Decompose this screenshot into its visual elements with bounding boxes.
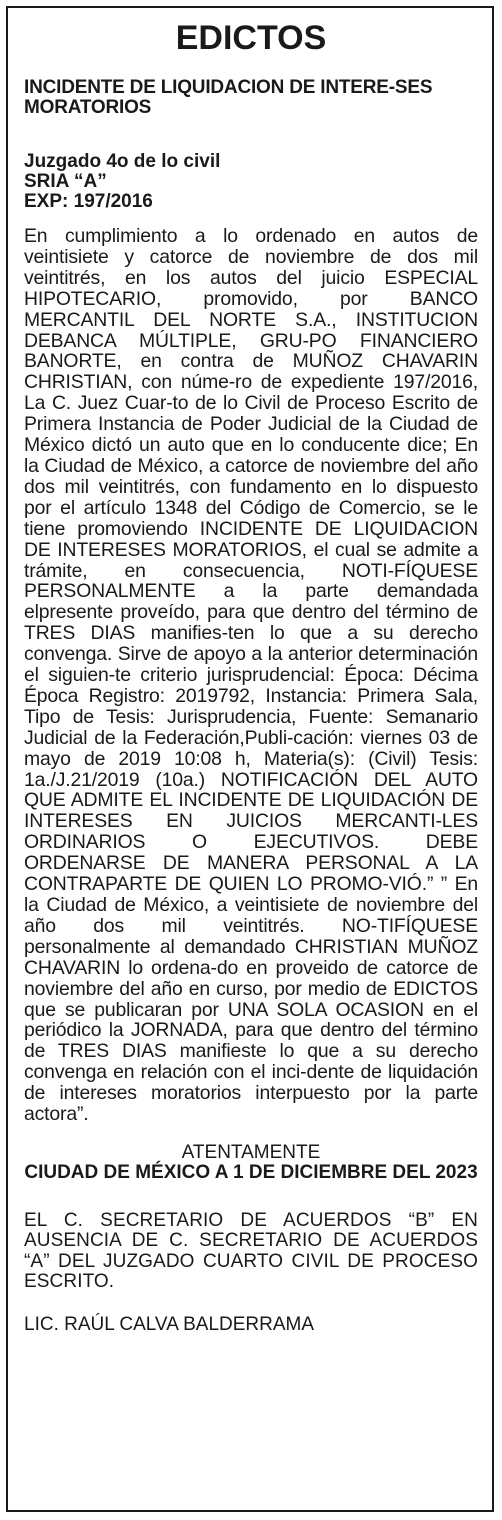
signature-intro: ATENTAMENTE xyxy=(181,1141,321,1163)
secretary-line: EL C. SECRETARIO DE ACUERDOS “B” EN AUSENCIA DE C. SECRETARIO DE ACUERDOS “A” DEL JUZGADO CUARTO CIVIL DE PROCESO ESCRITO. xyxy=(24,1209,478,1293)
notice-subtitle: INCIDENTE DE LIQUIDACION DE INTERE-SES MORATORIOS xyxy=(24,77,433,118)
signer-name: LIC. RAÚL CALVA BALDERRAMA xyxy=(24,1313,315,1335)
court-name: Juzgado 4o de lo civil xyxy=(24,151,221,172)
signature-date: CIUDAD DE MÉXICO A 1 DE DICIEMBRE DEL 2023 xyxy=(24,1161,478,1183)
case-number: EXP: 197/2016 xyxy=(24,191,153,212)
notice-body: En cumplimiento a lo ordenado en autos de veintisiete y catorce de noviembre de dos mil veintitrés, en los autos del juicio ESPECIAL HIPOTECARIO, promovido, por BANCO MERCANTIL DEL NORTE S.A., INSTITUCION DEBANCA MÚLTIPLE, GRU-PO FINANCIERO BANORTE, en contra de MUÑOZ CHAVARIN CHRISTIAN, con núme-ro de expediente 197/2016, La C. Juez Cuar-to de lo Civil de Proceso Escrito de Primera Instancia de Poder Judicial de la Ciudad de México dictó un auto que en lo conducente dice; En la Ciudad de México, a catorce de noviembre del año dos mil veintitrés, con fundamento en lo dispuesto por el artículo 1348 del Código de Comercio, se le tiene promoviendo INCIDENTE DE LIQUIDACION DE INTERESES MORATORIOS, el cual se admite a trámite, en consecuencia, NOTI-FÍQUESE PERSONALMENTE a la parte demandada elpresente proveído, para que dentro del término de TRES DIAS manifies-ten lo que a su derecho convenga. Sirve de apoyo a la anterior determinación el siguien-te criterio jurisprudencial: Época: Décima Época Registro: 2019792, Instancia: Primera Sala, Tipo de Tesis: Jurisprudencia, Fuente: Semanario Judicial de la Federación,Publi-cación: viernes 03 de mayo de 2019 10:08 h, Materia(s): (Civil) Tesis: 1a./J.21/2019 (10a.) NOTIFICACIÓN DEL AUTO QUE ADMITE EL INCIDENTE DE LIQUIDACIÓN DE INTERESES EN JUICIOS MERCANTI-LES ORDINARIOS O EJECUTIVOS. DEBE ORDENARSE DE MANERA PERSONAL A LA CONTRAPARTE DE QUIEN LO PROMO-VIÓ.” ” En la Ciudad de México, a veintisiete de noviembre del año dos mil veintitrés. NO-TIFÍQUESE personalmente al demandado CHRISTIAN MUÑOZ CHAVARIN lo ordena-do en proveido de catorce de noviembre del año en curso, por medio de EDICTOS que se publicaran por UNA SOLA OCASION en el periódico la JORNADA, para que dentro del término de TRES DIAS manifieste lo que a su derecho convenga en relación con el inci-dente de liquidación de intereses moratorios interpuesto por la parte actora”. xyxy=(24,225,478,1126)
notice-title: EDICTOS xyxy=(175,19,327,57)
court-info xyxy=(24,152,478,212)
court-secretariat: SRIA “A” xyxy=(24,171,107,192)
notice-content xyxy=(24,18,478,1335)
